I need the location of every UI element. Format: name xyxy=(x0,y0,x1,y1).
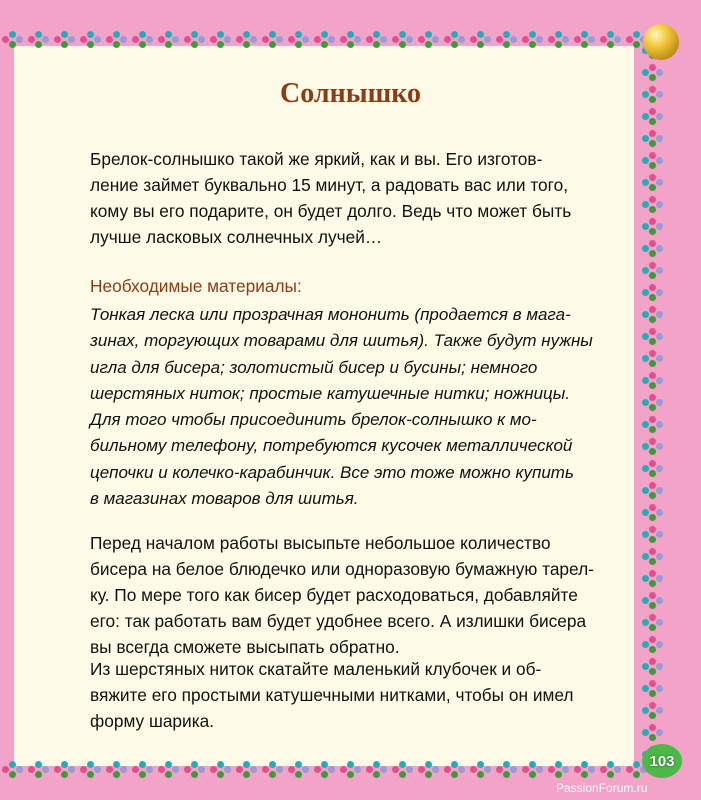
text-line: цепочки и колечко-карабинчик. Все это тоже можно купить xyxy=(90,462,574,482)
bead-motif xyxy=(546,760,572,780)
bead-motif xyxy=(0,760,26,780)
page-number-badge: 103 xyxy=(642,744,682,778)
bead-motif xyxy=(640,128,666,150)
bead-motif xyxy=(78,30,104,50)
bead-motif xyxy=(640,722,666,744)
bead-motif xyxy=(338,760,364,780)
bead-motif xyxy=(640,348,666,370)
bead-motif xyxy=(640,304,666,326)
bead-motif xyxy=(640,238,666,260)
bead-motif xyxy=(640,370,666,392)
bead-motif xyxy=(640,700,666,722)
bead-motif xyxy=(520,30,546,50)
text-line: форму шарика. xyxy=(90,711,215,731)
bead-motif xyxy=(640,678,666,700)
bead-motif xyxy=(640,546,666,568)
bead-motif xyxy=(156,30,182,50)
bead-motif xyxy=(260,760,286,780)
text-line: вяжите его простыми катушечными нитками, чтобы он имел xyxy=(90,685,574,705)
materials-list xyxy=(90,302,630,512)
text-line: бильному телефону, потребуются кусочек металлической xyxy=(90,436,573,456)
text-line: Тонкая леска или прозрачная мононить (продается в мага- xyxy=(90,305,571,324)
bead-motif xyxy=(640,326,666,348)
text-line: зинах, торгующих товарами для шитья). Также будут нужны xyxy=(90,331,593,351)
bead-motif xyxy=(640,436,666,458)
bead-motif xyxy=(640,392,666,414)
text-line: ление займет буквально 15 минут, а радовать вас или того, xyxy=(90,175,568,195)
bead-motif xyxy=(26,30,52,50)
bead-motif xyxy=(364,30,390,50)
bead-motif xyxy=(468,30,494,50)
bead-motif xyxy=(640,194,666,216)
bead-motif xyxy=(130,30,156,50)
bead-motif xyxy=(208,760,234,780)
bead-motif xyxy=(640,414,666,436)
bead-motif xyxy=(52,30,78,50)
bead-motif xyxy=(468,760,494,780)
bead-motif xyxy=(442,30,468,50)
bead-motif xyxy=(640,568,666,590)
text-line: кому вы его подарите, он будет долго. Ведь что может быть xyxy=(90,201,572,221)
bead-motif xyxy=(182,30,208,50)
bead-motif xyxy=(640,590,666,612)
bead-motif xyxy=(640,502,666,524)
bead-motif xyxy=(390,30,416,50)
bead-motif xyxy=(104,30,130,50)
bead-motif xyxy=(364,760,390,780)
bead-motif xyxy=(494,30,520,50)
bead-motif xyxy=(234,760,260,780)
bead-motif xyxy=(572,30,598,50)
bead-motif xyxy=(416,30,442,50)
text-line: вы всегда сможете высыпать обратно. xyxy=(90,637,400,657)
bead-motif xyxy=(104,760,130,780)
bead-motif xyxy=(640,260,666,282)
bead-motif xyxy=(640,656,666,678)
bead-motif xyxy=(640,172,666,194)
bead-motif xyxy=(494,760,520,780)
bead-motif xyxy=(286,30,312,50)
bead-motif xyxy=(182,760,208,780)
bead-motif xyxy=(442,760,468,780)
bead-motif xyxy=(390,760,416,780)
bead-motif xyxy=(338,30,364,50)
bead-motif xyxy=(640,634,666,656)
bead-motif xyxy=(640,458,666,480)
text-line: Перед началом работы высыпьте небольшое количество xyxy=(90,533,551,553)
bead-motif xyxy=(546,30,572,50)
bead-motif xyxy=(286,760,312,780)
bead-motif xyxy=(520,760,546,780)
intro-paragraph xyxy=(90,146,630,250)
text-line: в магазинах товаров для шитья. xyxy=(90,489,359,509)
bead-border-top xyxy=(0,30,650,52)
text-line: ку. По мере того как бисер будет расходоваться, добавляйте xyxy=(90,585,578,605)
bead-motif xyxy=(640,282,666,304)
bead-motif xyxy=(208,30,234,50)
bead-motif xyxy=(156,760,182,780)
watermark: PassionForum.ru xyxy=(556,781,648,795)
bead-motif xyxy=(598,30,624,50)
bead-motif xyxy=(260,30,286,50)
bead-motif xyxy=(640,612,666,634)
gold-bead-ornament xyxy=(643,24,679,60)
instruction-paragraph xyxy=(90,656,630,734)
bead-motif xyxy=(130,760,156,780)
bead-motif xyxy=(598,760,624,780)
text-line: Брелок-солнышко такой же яркий, как и вы. Его изготов- xyxy=(90,149,543,169)
text-line: его: так работать вам будет удобнее всего. А излишки бисера xyxy=(90,611,587,631)
bead-motif xyxy=(0,30,26,50)
bead-motif xyxy=(640,150,666,172)
bead-motif xyxy=(640,524,666,546)
text-line: игла для бисера; золотистый бисер и бусины; немного xyxy=(90,357,538,377)
bead-motif xyxy=(312,760,338,780)
bead-border-bottom xyxy=(0,760,650,782)
text-line: шерстяных ниток; простые катушечные нитки; ножницы. xyxy=(90,383,570,403)
materials-heading: Необходимые материалы: xyxy=(90,276,302,296)
bead-motif xyxy=(572,760,598,780)
preparation-paragraph xyxy=(90,530,630,660)
page-title: Солнышко xyxy=(280,78,421,109)
text-line: Для того чтобы присоединить брелок-солнышко к мо- xyxy=(90,410,537,430)
bead-motif xyxy=(416,760,442,780)
text-line: лучше ласковых солнечных лучей… xyxy=(90,227,383,247)
text-line: бисера на белое блюдечко или одноразовую бумажную тарел- xyxy=(90,559,594,579)
bead-motif xyxy=(26,760,52,780)
bead-motif xyxy=(52,760,78,780)
bead-motif xyxy=(640,480,666,502)
bead-motif xyxy=(312,30,338,50)
bead-motif xyxy=(234,30,260,50)
bead-motif xyxy=(640,216,666,238)
text-line: Из шерстяных ниток скатайте маленький клубочек и об- xyxy=(90,659,542,679)
bead-motif xyxy=(78,760,104,780)
bead-border-right xyxy=(640,40,676,775)
